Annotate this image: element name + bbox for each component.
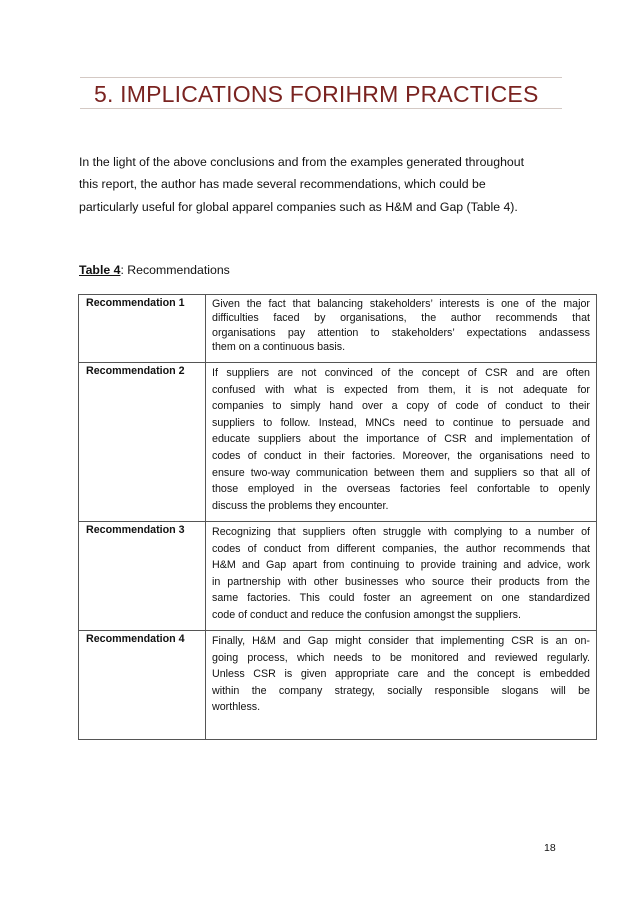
recommendation-text — [206, 295, 597, 363]
page-number: 18 — [544, 842, 556, 854]
recommendation-line: H&M and Gap apart from continuing to provide training and advice, work — [212, 559, 590, 571]
recommendation-name: Recommendation 2 — [79, 363, 206, 522]
recommendation-line: in partnership with other businesses who source their products from the — [212, 575, 590, 588]
recommendation-name: Recommendation 3 — [79, 522, 206, 631]
recommendation-text — [206, 631, 597, 740]
recommendation-line: difficulties faced by organisations, the author recommends that — [212, 312, 590, 325]
recommendation-line: organisations pay attention to stakeholders’ expectations andassess — [212, 326, 590, 339]
recommendation-line: worthless. — [212, 701, 261, 713]
table-row — [79, 363, 597, 522]
table-row — [79, 631, 597, 740]
recommendation-line: going process, which needs to be monitored and reviewed regularly. — [212, 651, 590, 664]
table-caption-text: : Recommendations — [120, 263, 230, 277]
recommendation-line: within the company strategy, socially responsible slogans will be — [212, 684, 590, 697]
recommendation-line: suppliers to follow. Instead, MNCs need to continue to persuade and — [212, 416, 590, 429]
table-row — [79, 522, 597, 631]
recommendation-line: educate suppliers about the importance of CSR and implementation of — [212, 433, 590, 446]
recommendation-line: Recognizing that suppliers often struggle with complying to a number of — [212, 526, 590, 538]
recommendation-line: codes of conduct from different companies, the author recommends that — [212, 542, 590, 555]
recommendation-line: code of conduct and reduce the confusion amongst the suppliers. — [212, 608, 521, 621]
recommendation-text — [206, 363, 597, 522]
intro-paragraph — [79, 151, 579, 218]
recommendation-line: Unless CSR is given appropriate care and the concept is embedded — [212, 668, 590, 680]
recommendation-text — [206, 522, 597, 631]
recommendation-line: ensure two-way communication between them and suppliers so that all of — [212, 466, 590, 479]
recommendation-line: same factories. This could foster an agreement on one standardized — [212, 592, 590, 604]
recommendation-name: Recommendation 4 — [79, 631, 206, 740]
heading-rule-box — [80, 77, 562, 109]
table-caption — [79, 263, 230, 277]
recommendation-line: them on a continuous basis. — [212, 340, 346, 353]
recommendation-line: Finally, H&M and Gap might consider that implementing CSR is an on- — [212, 635, 590, 647]
recommendation-line: those employed in the overseas factories feel confortable to openly — [212, 483, 590, 496]
recommendation-line: confused with what is expected from them, it is not adequate for — [212, 383, 590, 396]
recommendations-table — [78, 294, 597, 740]
intro-line: this report, the author has made several recommendations, which could be — [79, 177, 486, 192]
recommendation-name: Recommendation 1 — [79, 295, 206, 363]
recommendation-line: Given the fact that balancing stakeholders’ interests is one of the major — [212, 298, 590, 310]
intro-line: In the light of the above conclusions and from the examples generated throughout — [79, 155, 525, 169]
intro-line: particularly useful for global apparel companies such as H&M and Gap (Table 4). — [79, 199, 518, 214]
recommendation-line: If suppliers are not convinced of the concept of CSR and are often — [212, 367, 590, 379]
recommendation-line: companies to simply hand over a copy of code of conduct to their — [212, 400, 590, 413]
table-row — [79, 295, 597, 363]
page-title: 5. IMPLICATIONS FORIHRM PRACTICES — [94, 81, 539, 107]
recommendation-line: discuss the problems they encounter. — [212, 499, 389, 512]
recommendation-line: codes of conduct in their factories. Moreover, the organisations need to — [212, 449, 590, 462]
table-caption-label: Table 4 — [79, 263, 121, 277]
